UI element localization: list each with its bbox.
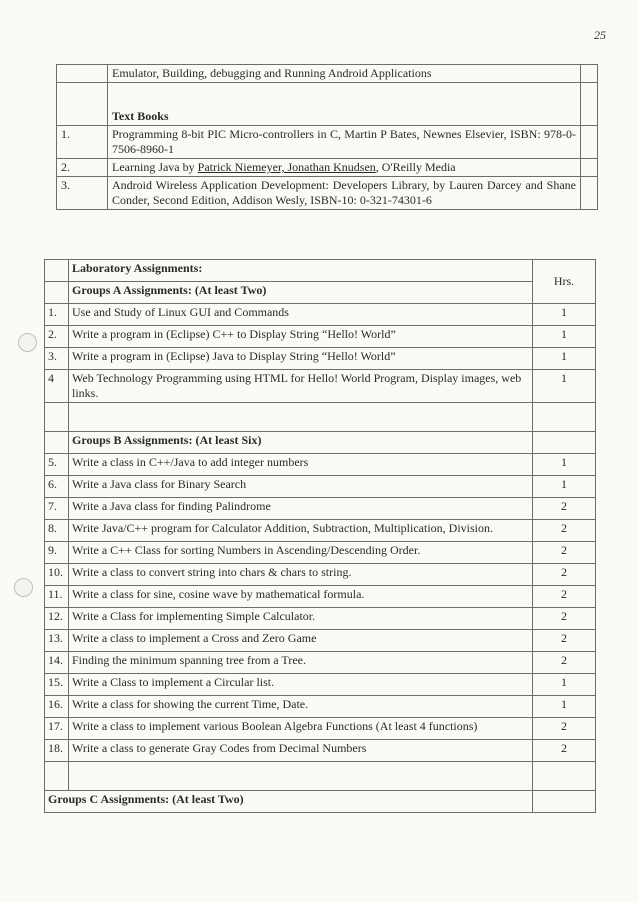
assignment-text: Write Java/C++ program for Calculator Addition, Subtraction, Multiplication, Division. (69, 520, 533, 542)
table-row (45, 608, 596, 630)
assignment-hours: 1 (533, 454, 596, 476)
assignment-hours: 2 (533, 520, 596, 542)
assignment-hours: 2 (533, 718, 596, 740)
table-row (45, 542, 596, 564)
assignment-hours: 2 (533, 564, 596, 586)
table-row (45, 674, 596, 696)
text-books-table (56, 64, 598, 210)
assignment-number: 10. (45, 564, 69, 586)
assignment-number: 6. (45, 476, 69, 498)
assignment-text: Write a class in C++/Java to add integer numbers (69, 454, 533, 476)
text-books-heading: Text Books (108, 83, 581, 126)
assignment-number: 1. (45, 304, 69, 326)
table-row (45, 432, 596, 454)
assignment-hours: 1 (533, 348, 596, 370)
hole-punch-top (18, 333, 37, 352)
assignment-text: Write a Java class for finding Palindrome (69, 498, 533, 520)
book-number: 2. (57, 159, 108, 177)
assignment-text: Write a class to implement various Boolean Algebra Functions (At least 4 functions) (69, 718, 533, 740)
assignment-text: Write a class to generate Gray Codes from Decimal Numbers (69, 740, 533, 762)
table-row (45, 498, 596, 520)
assignment-hours: 2 (533, 630, 596, 652)
assignment-number: 3. (45, 348, 69, 370)
assignment-number: 2. (45, 326, 69, 348)
assignment-text: Web Technology Programming using HTML for Hello! World Program, Display images, web links. (69, 370, 533, 403)
book-entry: Programming 8-bit PIC Micro-controllers in C, Martin P Bates, Newnes Elsevier, ISBN: 978-0-7506-8960-1 (108, 126, 581, 159)
assignment-number: 18. (45, 740, 69, 762)
assignment-number: 14. (45, 652, 69, 674)
assignment-hours: 1 (533, 674, 596, 696)
assignment-text: Use and Study of Linux GUI and Commands (69, 304, 533, 326)
assignment-text: Write a Class to implement a Circular list. (69, 674, 533, 696)
assignment-text: Write a program in (Eclipse) C++ to Display String “Hello! World” (69, 326, 533, 348)
book-number: 1. (57, 126, 108, 159)
table-row (57, 177, 598, 210)
assignment-text: Write a program in (Eclipse) Java to Display String “Hello! World” (69, 348, 533, 370)
table-row (57, 126, 598, 159)
assignment-hours: 2 (533, 740, 596, 762)
group-c-heading: Groups C Assignments: (At least Two) (45, 791, 533, 813)
table-row (45, 791, 596, 813)
table-row (45, 403, 596, 432)
book-authors: Patrick Niemeyer, Jonathan Knudsen (197, 160, 376, 174)
assignment-number: 5. (45, 454, 69, 476)
assignment-text: Write a C++ Class for sorting Numbers in Ascending/Descending Order. (69, 542, 533, 564)
hrs-header: Hrs. (533, 260, 596, 304)
assignment-hours: 2 (533, 498, 596, 520)
assignment-number: 8. (45, 520, 69, 542)
assignment-number: 4 (45, 370, 69, 403)
assignment-hours: 1 (533, 326, 596, 348)
table-row (45, 586, 596, 608)
table-row (45, 476, 596, 498)
assignment-text: Write a class for showing the current Time, Date. (69, 696, 533, 718)
table-row (45, 762, 596, 791)
table-row (45, 348, 596, 370)
group-a-heading: Groups A Assignments: (At least Two) (69, 282, 533, 304)
module-topic: Emulator, Building, debugging and Running Android Applications (108, 65, 581, 83)
table-row (45, 652, 596, 674)
assignment-text: Write a Java class for Binary Search (69, 476, 533, 498)
assignment-text: Write a class to implement a Cross and Zero Game (69, 630, 533, 652)
assignment-number: 9. (45, 542, 69, 564)
assignment-number: 16. (45, 696, 69, 718)
lab-assignments-table (44, 259, 596, 813)
table-row (45, 696, 596, 718)
table-row (45, 564, 596, 586)
assignment-hours: 1 (533, 370, 596, 403)
assignment-hours: 1 (533, 696, 596, 718)
hole-punch-bottom (14, 578, 33, 597)
table-row (57, 65, 598, 83)
assignment-text: Write a class for sine, cosine wave by mathematical formula. (69, 586, 533, 608)
page-number: 25 (594, 28, 606, 42)
book-entry: Learning Java by Patrick Niemeyer, Jonathan Knudsen, O'Reilly Media (108, 159, 581, 177)
assignment-hours: 1 (533, 304, 596, 326)
table-row (45, 282, 596, 304)
assignment-text: Write a class to convert string into chars & chars to string. (69, 564, 533, 586)
table-row (45, 740, 596, 762)
assignment-hours: 1 (533, 476, 596, 498)
table-row (45, 520, 596, 542)
table-row (45, 260, 596, 282)
table-row (45, 630, 596, 652)
assignment-number: 11. (45, 586, 69, 608)
group-b-heading: Groups B Assignments: (At least Six) (69, 432, 533, 454)
assignment-number: 12. (45, 608, 69, 630)
assignment-text: Finding the minimum spanning tree from a Tree. (69, 652, 533, 674)
assignment-text: Write a Class for implementing Simple Calculator. (69, 608, 533, 630)
assignment-hours: 2 (533, 586, 596, 608)
table-row (45, 454, 596, 476)
table-row (45, 326, 596, 348)
book-entry: Android Wireless Application Development: Developers Library, by Lauren Darcey and Shane Conder, Second Edition, Addison Wesly, ISBN-10: 0-321-74301-6 (108, 177, 581, 210)
book-number: 3. (57, 177, 108, 210)
assignment-number: 13. (45, 630, 69, 652)
assignment-hours: 2 (533, 652, 596, 674)
table-row (45, 304, 596, 326)
table-row (45, 370, 596, 403)
assignment-number: 15. (45, 674, 69, 696)
table-row (57, 159, 598, 177)
table-row (45, 718, 596, 740)
assignment-number: 17. (45, 718, 69, 740)
assignment-number: 7. (45, 498, 69, 520)
table-row (57, 83, 598, 126)
assignment-hours: 2 (533, 542, 596, 564)
lab-heading: Laboratory Assignments: (69, 260, 533, 282)
assignment-hours: 2 (533, 608, 596, 630)
